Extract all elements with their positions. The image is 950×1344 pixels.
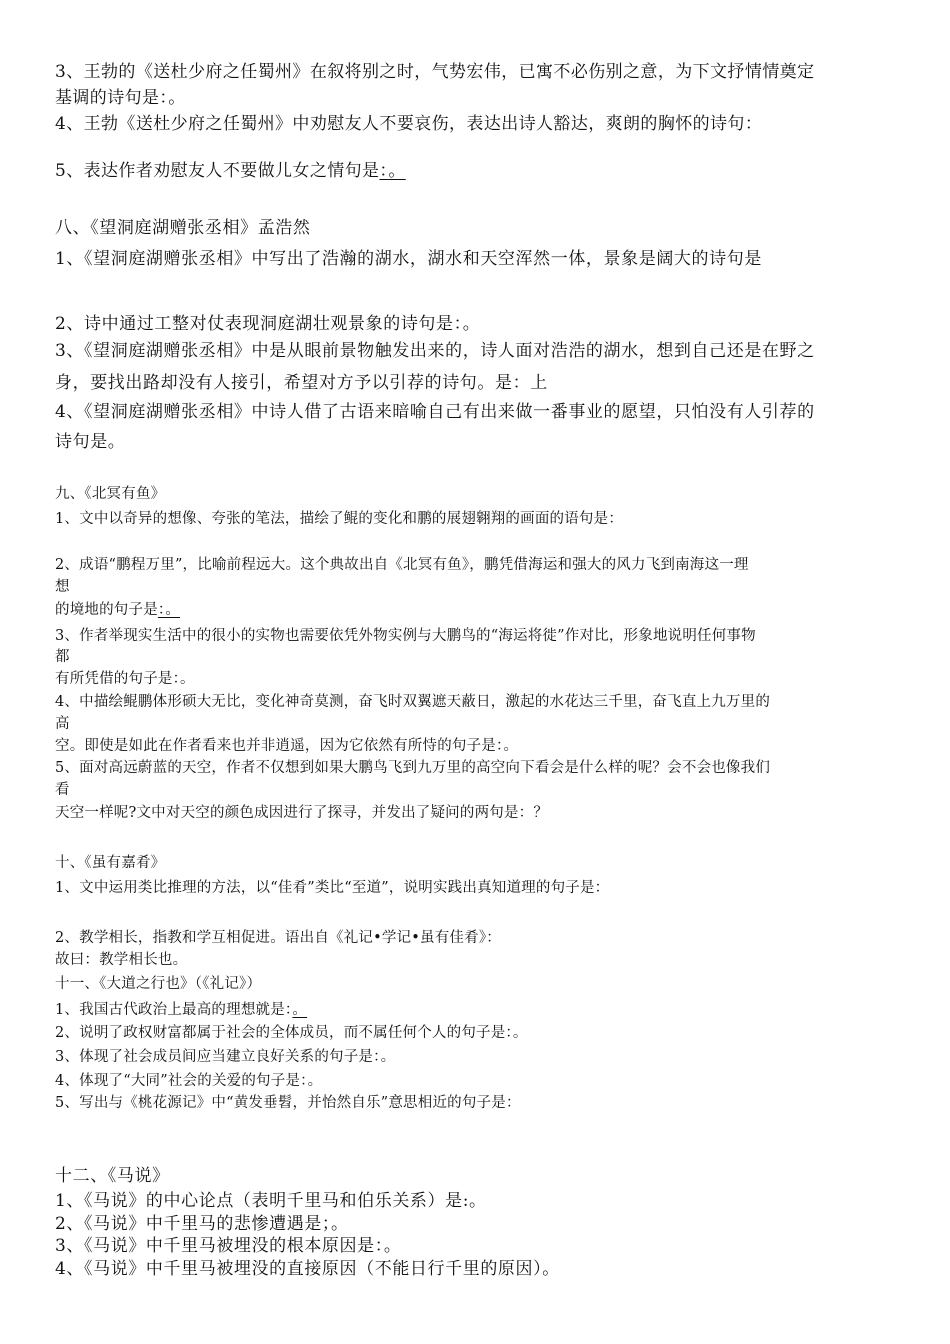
s12-question-4: 4、《马说》中千里马被埋没的直接原因（不能日行千里的原因）。 [55,1259,560,1279]
s8-question-3-line-1: 3、《望洞庭湖赠张丞相》中是从眼前景物触发出来的，诗人面对浩浩的湖水，想到自己还是在野之 [55,341,815,361]
s11-title: 十一、《大道之行也》（《礼记》） [55,976,262,992]
s12-question-1: 1、《马说》的中心论点（表明千里马和伯乐关系）是:。 [55,1191,487,1211]
s8-question-2: 2、诗中通过工整对仗表现洞庭湖壮观景象的诗句是：。 [55,314,481,334]
s11-question-5: 5、写出与《桃花源记》中“黄发垂髫，并怡然自乐”意思相近的句子是： [55,1095,521,1111]
s9-question-3-line-3: 有所凭借的句子是：。 [55,671,195,687]
s7-question-5-answer-blank: ：。 [379,161,406,181]
s9-question-2-text: 的境地的句子是 [55,602,158,618]
s7-question-3-line-1: 3、王勃的《送杜少府之任蜀州》在叙将别之时，气势宏伟，已寓不必伤别之意，为下文抒情情奠定 [55,62,815,82]
s8-question-3-line-2: 身，要找出路却没有人接引，希望对方予以引荐的诗句。是：上 [55,373,548,393]
s7-question-4: 4、王勃《送杜少府之任蜀州》中劝慰友人不要哀伤，表达出诗人豁达，爽朗的胸怀的诗句： [55,114,763,134]
s9-question-2-line-2: 想 [55,579,70,595]
s7-question-3-line-2: 基调的诗句是：。 [55,88,186,108]
s11-question-1 [55,998,321,1019]
s12-question-2: 2、《马说》中千里马的悲惨遭遇是；。 [55,1214,349,1234]
s10-title: 十、《虽有嘉肴》 [55,855,166,871]
s12-question-3: 3、《马说》中千里马被埋没的根本原因是：。 [55,1236,402,1256]
s9-question-5-line-2: 看 [55,782,70,798]
s10-question-2-line-1: 2、教学相长，指教和学互相促进。语出自《礼记•学记•虽有佳肴》： [55,930,501,946]
s11-question-4: 4、体现了“大同”社会的关爱的句子是：。 [55,1073,323,1089]
s9-question-4-line-2: 高 [55,716,70,732]
s12-title: 十二、《马说》 [55,1166,170,1186]
s9-question-4-line-3: 空。即使是如此在作者看来也并非逍遥，因为它依然有所恃的句子是：。 [55,738,519,754]
s11-question-2: 2、说明了政权财富都属于社会的全体成员，而不属任何个人的句子是：。 [55,1025,528,1041]
s8-question-4-line-1: 4、《望洞庭湖赠张丞相》中诗人借了古语来暗喻自己有出来做一番事业的愿望，只怕没有人引荐的 [55,402,815,422]
s9-question-4-line-1: 4、中描绘鲲鹏体形硕大无比，变化神奇莫测，奋飞时双翼遮天蔽日，激起的水花达三千里，奋飞直上九万里的 [55,694,771,710]
s8-question-4-line-2: 诗句是。 [55,432,126,452]
s10-question-2-line-2: 故曰：教学相长也。 [55,952,188,968]
s8-title: 八、《望洞庭湖赠张丞相》孟浩然 [55,218,311,238]
s8-question-1: 1、《望洞庭湖赠张丞相》中写出了浩瀚的湖水，湖水和天空浑然一体，景象是阔大的诗句是 [55,249,762,269]
s7-question-5 [55,156,420,181]
s9-question-5-line-1: 5、面对高远蔚蓝的天空，作者不仅想到如果大鹏鸟飞到九万里的高空向下看会是什么样的呢？会不会也像我们 [55,760,771,776]
s9-title: 九、《北冥有鱼》 [55,486,166,502]
s9-question-2-answer-blank: ：。 [157,602,181,618]
s9-question-1: 1、文中以奇异的想像、夸张的笔法，描绘了鲲的变化和鹏的展翅翱翔的画面的语句是： [55,511,624,527]
s9-question-5-line-3: 天空一样呢?文中对天空的颜色成因进行了探寻，并发出了疑问的两句是：？ [55,805,549,821]
s7-question-5-text: 5、表达作者劝慰友人不要做儿女之情句是 [55,161,380,181]
s9-question-2-line-3 [55,598,194,619]
s9-question-2-line-1: 2、成语“鹏程万里”，比喻前程远大。这个典故出自《北冥有鱼》，鹏凭借海运和强大的风力飞到南海这一理 [55,557,749,573]
s11-question-3: 3、体现了社会成员间应当建立良好关系的句子是：。 [55,1049,396,1065]
s11-question-1-text: 1、我国古代政治上最高的理想就是： [55,1002,293,1018]
s9-question-3-line-1: 3、作者举现实生活中的很小的实物也需要依凭外物实例与大鹏鸟的“海运将徙”作对比，形象地说明任何事物 [55,628,756,644]
s9-question-3-line-2: 都 [55,649,70,665]
s10-question-1: 1、文中运用类比推理的方法，以“佳肴”类比“至道”，说明实践出真知道理的句子是： [55,880,610,896]
s11-question-1-answer-blank: 。 [292,1002,308,1018]
